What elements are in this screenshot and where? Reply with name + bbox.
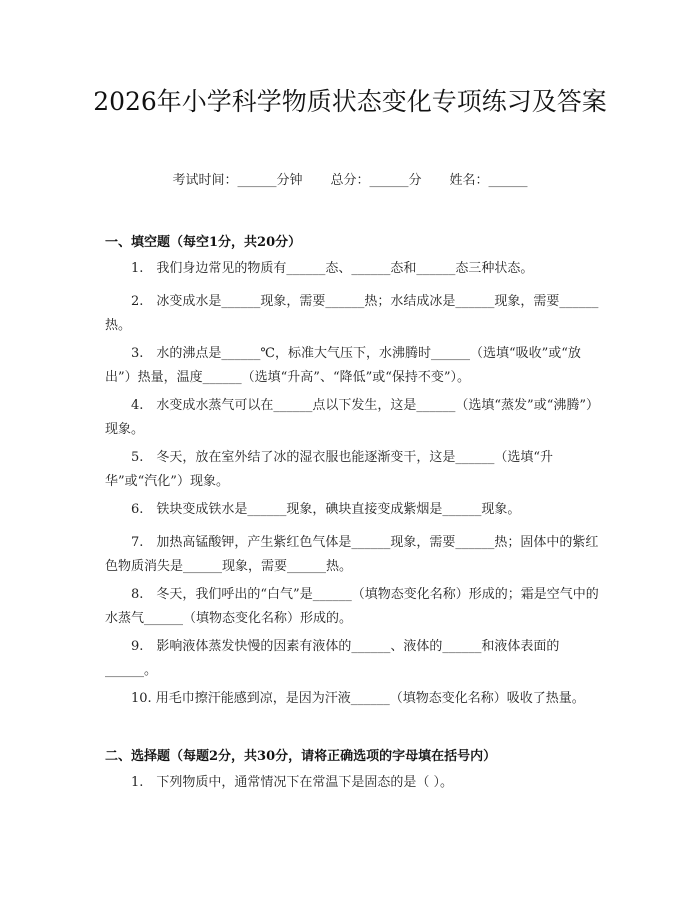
page-title: 2026年小学科学物质状态变化专项练习及答案 [93,87,607,116]
section-heading-multiple-choice: 二、选择题（每题2分，共30分，请将正确选项的字母填在括号内） [105,749,497,764]
question-item: 5. 冬天，放在室外结了冰的湿衣服也能逐渐变干，这是______（选填“升华”或“汽化”）现象。 [105,450,554,489]
exam-meta [0,169,700,188]
question-item: 1. 下列物质中，通常情况下在常温下是固态的是（ ）。 [131,775,454,790]
question-item: 7. 加热高锰酸钾，产生紫红色气体是______现象，需要______热；固体中的紫红色物质消失是______现象，需要______热。 [105,535,599,574]
question-item: 9. 影响液体蒸发快慢的因素有液体的______、液体的______和液体表面的______。 [105,639,560,678]
section-heading-fill-blank: 一、填空题（每空1分，共20分） [105,235,302,250]
student-name: 姓名：______ [449,173,528,188]
total-score: 总分：______分 [330,173,422,188]
question-item: 2. 冰变成水是______现象，需要______热；水结成冰是______现象，需要______热。 [105,294,599,333]
question-item: 8. 冬天，我们呼出的“白气”是______（填物态变化名称）形成的；霜是空气中的水蒸气______（填物态变化名称）形成的。 [105,587,599,626]
question-item: 3. 水的沸点是______℃，标准大气压下，水沸腾时______（选填“吸收”或“放出”）热量，温度______（选填“升高”、“降低”或“保持不变”）。 [105,346,581,385]
exam-time: 考试时间：______分钟 [172,173,303,188]
question-item: 4. 水变成水蒸气可以在______点以下发生，这是______（选填“蒸发”或“沸腾”）现象。 [105,398,599,437]
question-item: 10. 用毛巾擦汗能感到凉，是因为汗液______（填物态变化名称）吸收了热量。 [131,691,585,706]
question-item: 1. 我们身边常见的物质有______态、______态和______态三种状态。 [131,261,534,276]
question-item: 6. 铁块变成铁水是______现象，碘块直接变成紫烟是______现象。 [131,502,521,517]
